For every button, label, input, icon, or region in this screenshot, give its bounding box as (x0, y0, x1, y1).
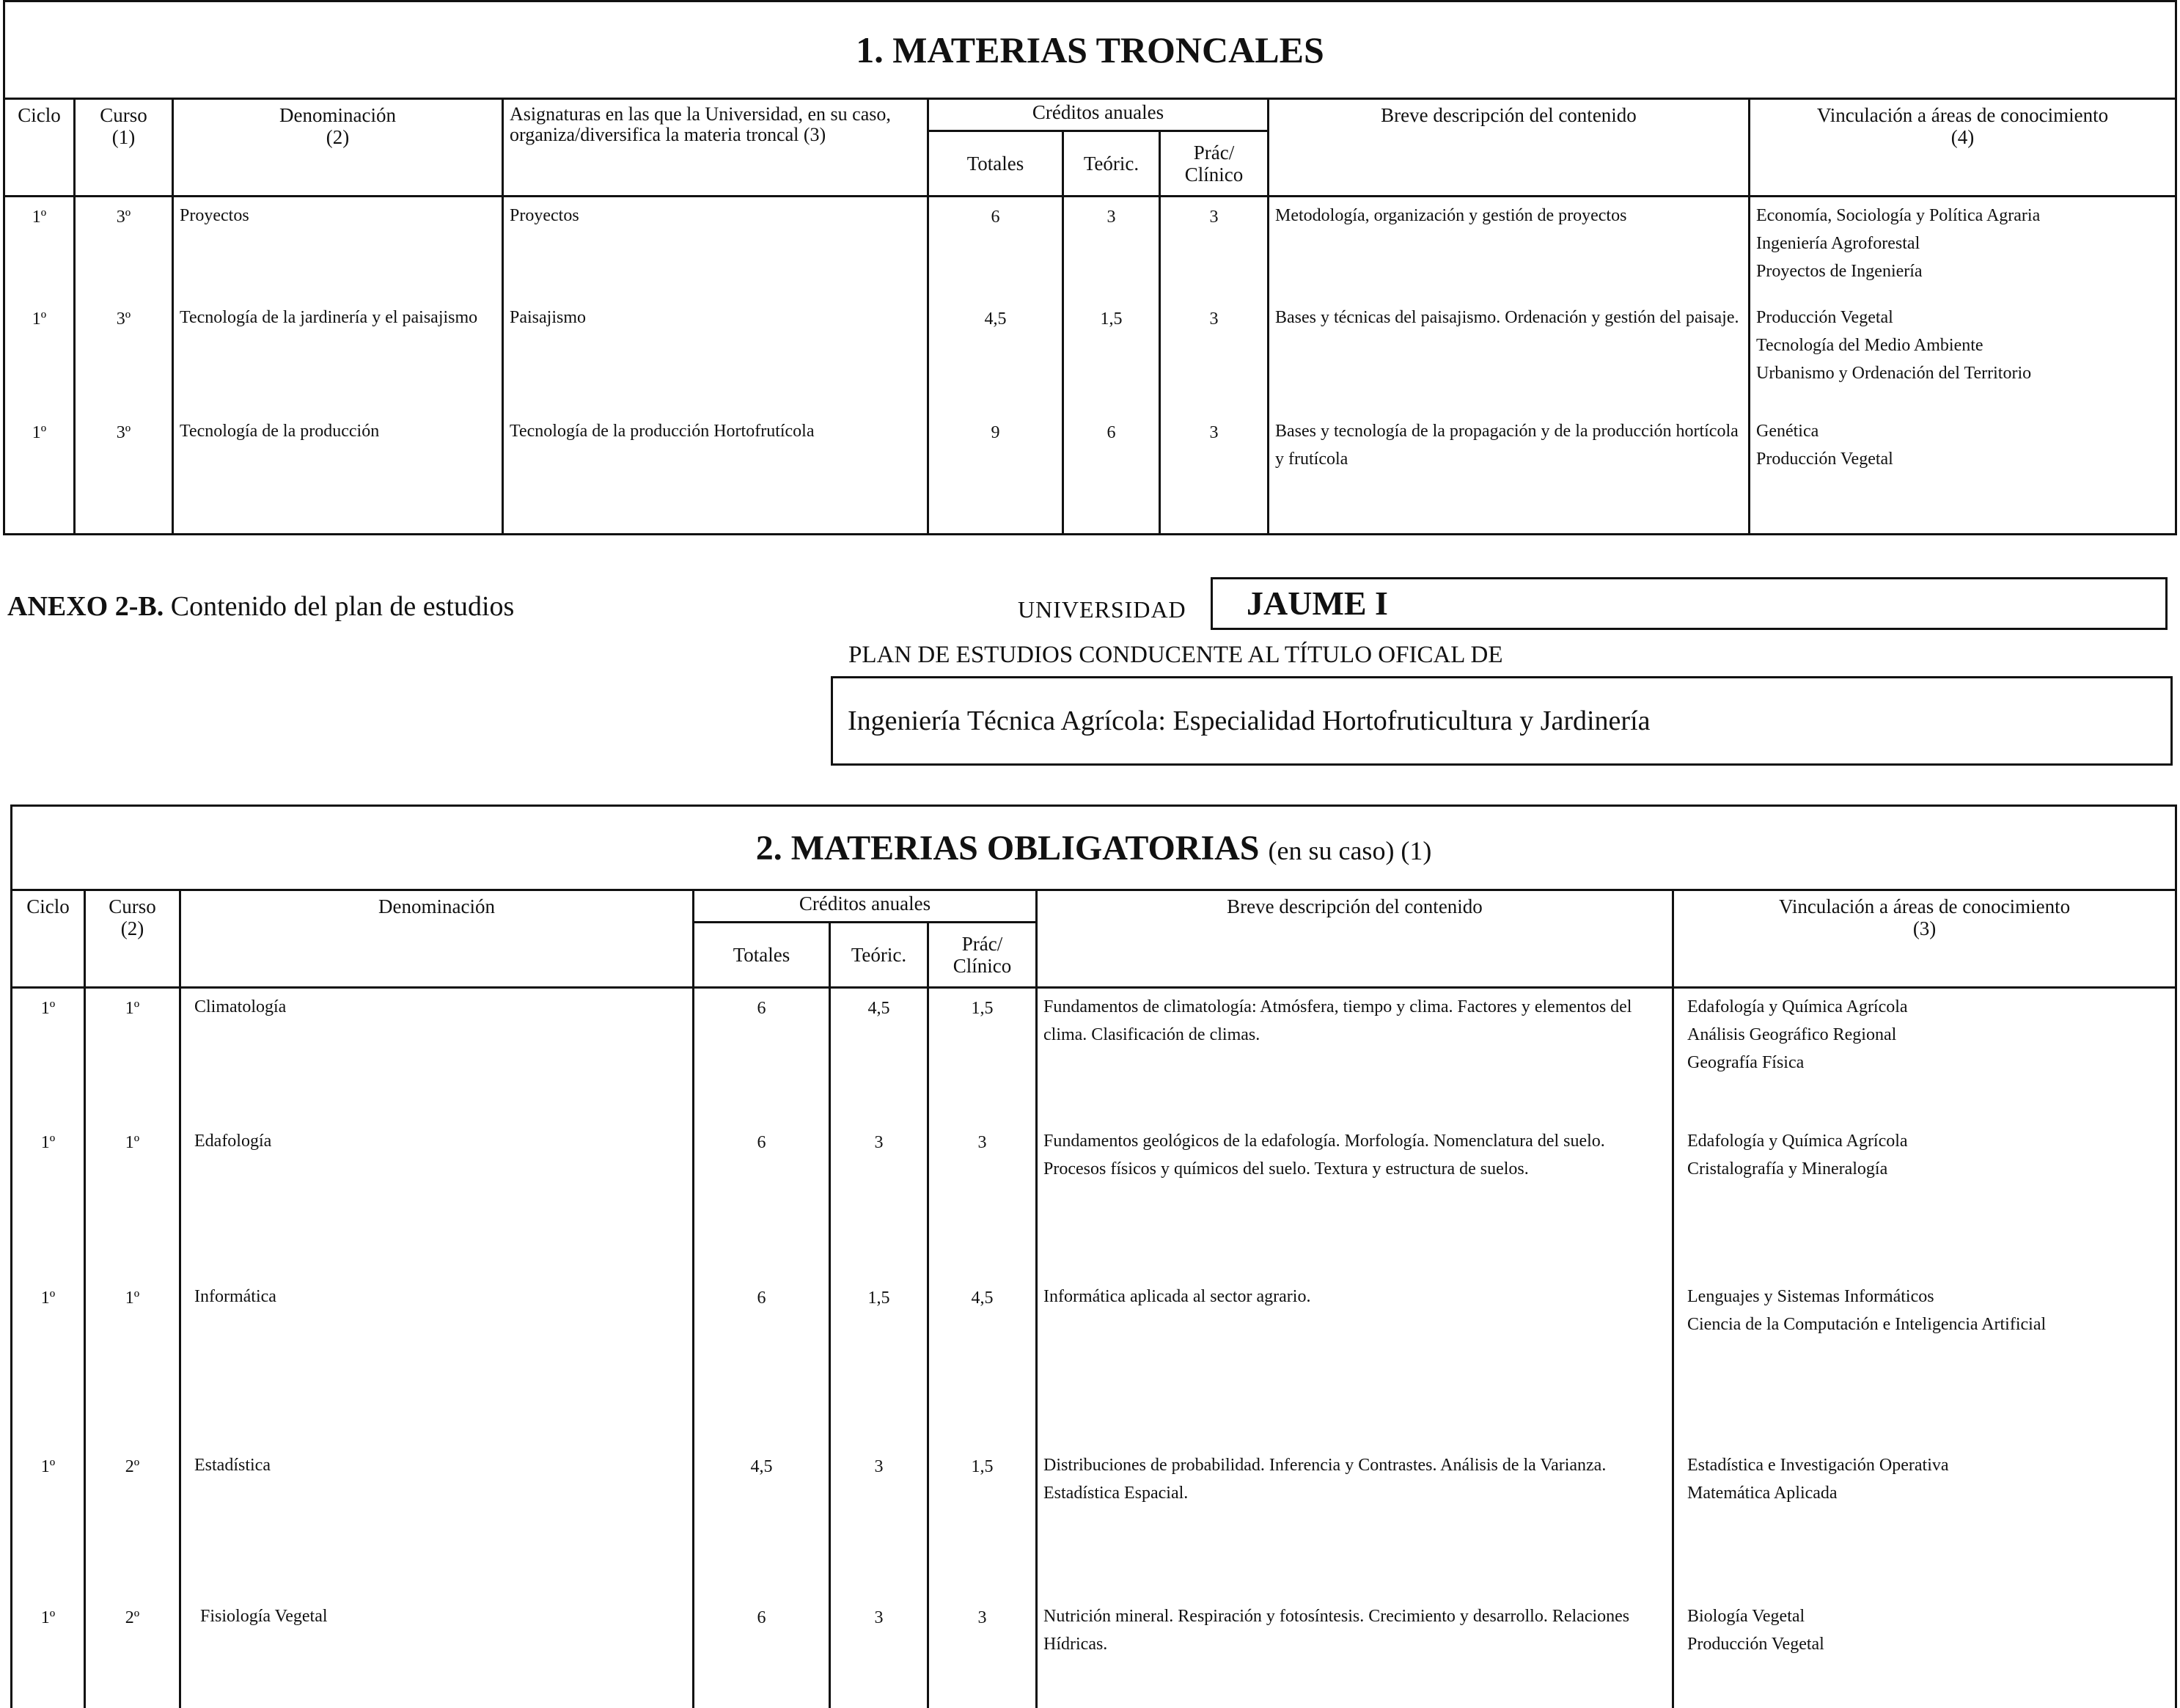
header-denominacion: Denominación (2) (173, 99, 503, 197)
cell-totales: 9 (928, 413, 1063, 535)
area-item: Edafología y Química Agrícola (1687, 1131, 1908, 1151)
annex-heading (7, 590, 514, 623)
area-item: Análisis Geográfico Regional (1687, 1025, 1897, 1044)
plan-label: PLAN DE ESTUDIOS CONDUCENTE AL TÍTULO OFICAL DE (848, 642, 1503, 668)
header-curso: Curso (2) (85, 890, 180, 988)
cell-teoricos: 3 (1063, 197, 1160, 299)
area-item: Ciencia de la Computación e Inteligencia Artificial (1687, 1314, 2047, 1334)
table-row (4, 197, 2176, 299)
area-item: Geografía Física (1687, 1053, 1805, 1072)
cell-areas (1673, 1278, 2176, 1447)
cell-areas (1750, 299, 2176, 413)
area-item: Proyectos de Ingeniería (1756, 262, 1923, 281)
cell-practicos: 4,5 (928, 1278, 1037, 1447)
cell-descripcion: Distribuciones de probabilidad. Inferencia y Contrastes. Análisis de la Varianza. Estadística Espacial. (1037, 1447, 1673, 1598)
area-item: Ingeniería Agroforestal (1756, 234, 1920, 253)
cell-curso: 1º (85, 1278, 180, 1447)
cell-denominacion: Fisiología Vegetal (180, 1598, 694, 1708)
cell-practicos: 1,5 (928, 1447, 1037, 1598)
cell-asignaturas: Paisajismo (503, 299, 928, 413)
cell-ciclo: 1º (4, 413, 75, 535)
cell-practicos: 3 (928, 1123, 1037, 1278)
cell-curso: 3º (75, 197, 173, 299)
cell-practicos: 1,5 (928, 988, 1037, 1123)
header-creditos: Créditos anuales (928, 99, 1269, 131)
cell-descripcion: Informática aplicada al sector agrario. (1037, 1278, 1673, 1447)
area-item: Producción Vegetal (1756, 449, 1893, 469)
cell-ciclo: 1º (4, 197, 75, 299)
cell-denominacion: Proyectos (173, 197, 503, 299)
header-totales: Totales (928, 131, 1063, 196)
cell-ciclo: 1º (12, 988, 85, 1123)
cell-asignaturas: Tecnología de la producción Hortofrutícola (503, 413, 928, 535)
table-row (12, 1447, 2176, 1598)
cell-denominacion: Tecnología de la jardinería y el paisajismo (173, 299, 503, 413)
cell-totales: 6 (694, 1123, 830, 1278)
cell-descripcion: Nutrición mineral. Respiración y fotosíntesis. Crecimiento y desarrollo. Relaciones Hídricas. (1037, 1598, 1673, 1708)
area-item: Economía, Sociología y Política Agraria (1756, 206, 2041, 225)
cell-denominacion: Estadística (180, 1447, 694, 1598)
area-item: Estadística e Investigación Operativa (1687, 1455, 1949, 1475)
cell-descripcion: Bases y técnicas del paisajismo. Ordenación y gestión del paisaje. (1269, 299, 1750, 413)
header-ciclo: Ciclo (4, 99, 75, 197)
header-descripcion: Breve descripción del contenido (1037, 890, 1673, 988)
area-item: Tecnología del Medio Ambiente (1756, 335, 1983, 355)
area-item: Lenguajes y Sistemas Informáticos (1687, 1286, 1934, 1306)
header-asignaturas: Asignaturas en las que la Universidad, en su caso, organiza/diversifica la materia troncal (3) (503, 99, 928, 197)
troncales-table (3, 0, 2177, 535)
cell-totales: 6 (694, 988, 830, 1123)
cell-teoricos: 3 (830, 1447, 928, 1598)
cell-descripcion: Bases y tecnología de la propagación y de la producción hortícola y frutícola (1269, 413, 1750, 535)
cell-curso: 2º (85, 1447, 180, 1598)
cell-ciclo: 1º (12, 1447, 85, 1598)
table-row (12, 1123, 2176, 1278)
annex-text: Contenido del plan de estudios (170, 591, 515, 622)
cell-practicos: 3 (928, 1598, 1037, 1708)
cell-curso: 2º (85, 1598, 180, 1708)
university-label: UNIVERSIDAD (1018, 596, 1186, 623)
cell-totales: 6 (694, 1598, 830, 1708)
cell-descripcion: Metodología, organización y gestión de proyectos (1269, 197, 1750, 299)
cell-ciclo: 1º (12, 1278, 85, 1447)
header-teoricos: Teóric. (830, 922, 928, 987)
cell-areas (1750, 413, 2176, 535)
cell-teoricos: 3 (830, 1598, 928, 1708)
table-row (12, 988, 2176, 1123)
header-ciclo: Ciclo (12, 890, 85, 988)
cell-curso: 1º (85, 1123, 180, 1278)
cell-teoricos: 1,5 (1063, 299, 1160, 413)
cell-curso: 3º (75, 299, 173, 413)
header-creditos: Créditos anuales (694, 890, 1037, 923)
cell-teoricos: 6 (1063, 413, 1160, 535)
cell-teoricos: 4,5 (830, 988, 928, 1123)
table-row (4, 413, 2176, 535)
plan-title: Ingeniería Técnica Agrícola: Especialidad Hortofruticultura y Jardinería (831, 676, 2173, 766)
troncales-title: 1. MATERIAS TRONCALES (4, 1, 2176, 99)
cell-areas (1750, 197, 2176, 299)
area-item: Cristalografía y Mineralogía (1687, 1159, 1888, 1179)
area-item: Biología Vegetal (1687, 1606, 1805, 1626)
cell-denominacion: Climatología (180, 988, 694, 1123)
cell-curso: 1º (85, 988, 180, 1123)
header-vinculacion: Vinculación a áreas de conocimiento (4) (1750, 99, 2176, 197)
header-descripcion: Breve descripción del contenido (1269, 99, 1750, 197)
cell-areas (1673, 1447, 2176, 1598)
table-row (4, 299, 2176, 413)
area-item: Matemática Aplicada (1687, 1483, 1838, 1503)
cell-teoricos: 3 (830, 1123, 928, 1278)
header-totales: Totales (694, 922, 830, 987)
header-denominacion: Denominación (180, 890, 694, 988)
cell-denominacion: Tecnología de la producción (173, 413, 503, 535)
cell-descripcion: Fundamentos geológicos de la edafología. Morfología. Nomenclatura del suelo. Procesos físicos y químicos del suelo. Textura y estructura de suelos. (1037, 1123, 1673, 1278)
cell-totales: 6 (928, 197, 1063, 299)
area-item: Producción Vegetal (1687, 1634, 1824, 1654)
university-name: JAUME I (1211, 577, 2168, 630)
annex-label: ANEXO 2-B. (7, 591, 164, 622)
area-item: Genética (1756, 421, 1819, 441)
obligatorias-title: 2. MATERIAS OBLIGATORIAS (en su caso) (1) (12, 806, 2176, 890)
cell-totales: 4,5 (694, 1447, 830, 1598)
cell-ciclo: 1º (12, 1598, 85, 1708)
table-row (12, 1598, 2176, 1708)
cell-totales: 4,5 (928, 299, 1063, 413)
header-practicos: Prác/ Clínico (1160, 131, 1269, 196)
area-item: Edafología y Química Agrícola (1687, 997, 1908, 1016)
cell-denominacion: Informática (180, 1278, 694, 1447)
obligatorias-table (10, 804, 2177, 1708)
header-practicos: Prác/ Clínico (928, 922, 1037, 987)
cell-practicos: 3 (1160, 299, 1269, 413)
area-item: Urbanismo y Ordenación del Territorio (1756, 363, 2032, 383)
cell-areas (1673, 1123, 2176, 1278)
header-vinculacion: Vinculación a áreas de conocimiento (3) (1673, 890, 2176, 988)
cell-areas (1673, 988, 2176, 1123)
cell-totales: 6 (694, 1278, 830, 1447)
header-teoricos: Teóric. (1063, 131, 1160, 196)
cell-descripcion: Fundamentos de climatología: Atmósfera, tiempo y clima. Factores y elementos del clima. Clasificación de climas. (1037, 988, 1673, 1123)
cell-ciclo: 1º (4, 299, 75, 413)
cell-curso: 3º (75, 413, 173, 535)
cell-practicos: 3 (1160, 197, 1269, 299)
cell-denominacion: Edafología (180, 1123, 694, 1278)
cell-teoricos: 1,5 (830, 1278, 928, 1447)
table-row (12, 1278, 2176, 1447)
header-curso: Curso (1) (75, 99, 173, 197)
cell-ciclo: 1º (12, 1123, 85, 1278)
cell-areas (1673, 1598, 2176, 1708)
area-item: Producción Vegetal (1756, 307, 1893, 327)
cell-asignaturas: Proyectos (503, 197, 928, 299)
cell-practicos: 3 (1160, 413, 1269, 535)
